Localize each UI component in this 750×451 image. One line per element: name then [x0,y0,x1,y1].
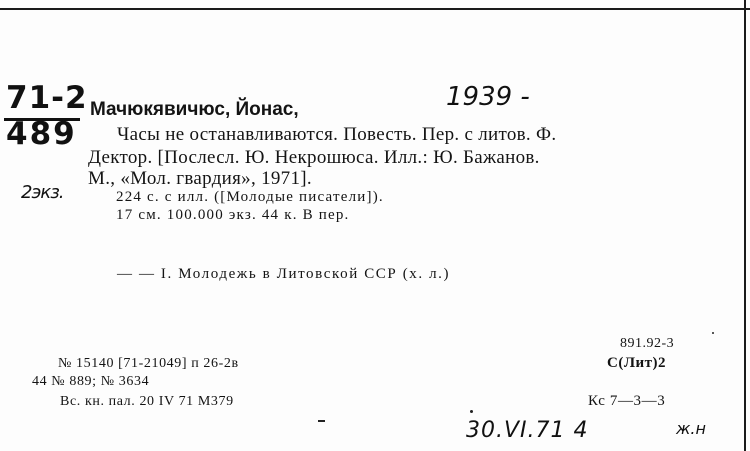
card-right-border [744,0,746,451]
footer-line-2: 44 № 889; № 3634 [32,374,150,389]
body-line-2: Дектор. [Послесл. Ю. Некрошюса. Илл.: Ю. Бажанов. [88,147,540,168]
body-line-3: М., «Мол. гвардия», 1971]. [88,168,312,189]
ink-speck [318,420,325,422]
subject-heading: — — I. Молодежь в Литовской ССР (х. л.) [117,266,451,282]
classification-number: 891.92-3 [620,336,675,351]
shelfmark-top-handwritten: 71-2 [6,80,88,116]
footer-line-3: Вс. кн. пал. 20 IV 71 М379 [60,394,234,409]
shelfmark-bottom-handwritten: 489 [6,116,77,152]
date-note-handwritten: 30.VI.71 4 [466,418,589,443]
footer-line-1: № 15140 [71-21049] п 26-2в [58,356,239,371]
copies-note-handwritten: 2экз. [21,182,64,203]
body-line-1: Часы не останавливаются. Повесть. Пер. с литов. Ф. [117,124,557,145]
birth-year-handwritten: 1939 - [446,82,530,112]
edition-line: 17 см. 100.000 экз. 44 к. В пер. [116,207,350,223]
card-top-border [0,8,750,10]
ink-speck [712,332,714,334]
author-heading: Мачюкявичюс, Йонас, [90,99,299,120]
mark-handwritten: ж.н [676,419,706,438]
ks-code: Кс 7—3—3 [588,393,666,409]
collation-line: 224 с. с илл. ([Молодые писатели]). [116,189,384,205]
ink-speck [470,410,473,413]
classification-code: С(Лит)2 [607,355,667,371]
